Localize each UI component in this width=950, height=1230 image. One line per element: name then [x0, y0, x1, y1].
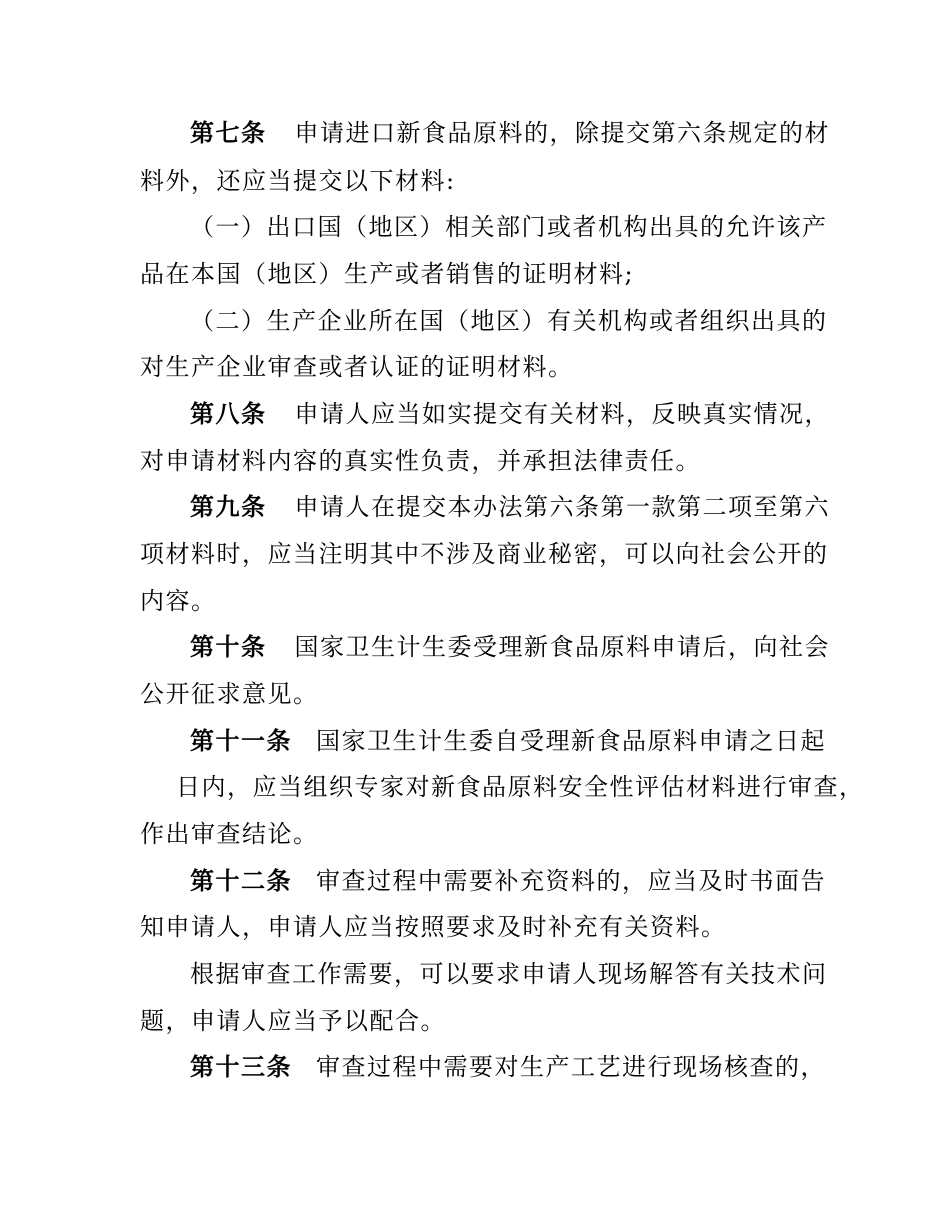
article-9-text-1: 申请人在提交本办法第六条第一款第二项至第六: [294, 493, 830, 521]
article-10-line-1: [190, 632, 830, 662]
article-12-para-2-line-1: 根据审查工作需要，可以要求申请人现场解答有关技术问: [190, 960, 828, 988]
article-13-heading: 第十三条: [190, 1053, 292, 1081]
article-11-heading: 第十一条: [190, 727, 292, 755]
article-7-item-1-line-1: （一）出口国（地区）相关部门或者机构出具的允许该产: [190, 213, 828, 241]
article-8-line-1: [190, 399, 830, 429]
article-11-line-2: 日内，应当组织专家对新食品原料安全性评估材料进行审查，: [176, 773, 865, 801]
article-7-heading: 第七条: [190, 119, 267, 147]
article-9-line-2: 项材料时，应当注明其中不涉及商业秘密，可以向社会公开的: [140, 540, 829, 568]
article-9-line-1: [190, 492, 830, 522]
article-7-line-2: 料外，还应当提交以下材料:: [140, 167, 456, 195]
article-7-item-1-line-2: 品在本国（地区）生产或者销售的证明材料;: [140, 260, 635, 288]
article-10-line-2: 公开征求意见。: [140, 680, 319, 708]
article-11-line-1: [190, 726, 826, 756]
article-12-para-2-line-2: 题，申请人应当予以配合。: [140, 1007, 446, 1035]
article-11-text-1: 国家卫生计生委自受理新食品原料申请之日起: [316, 727, 826, 755]
article-12-heading: 第十二条: [190, 867, 292, 895]
article-13-text-1: 审查过程中需要对生产工艺进行现场核查的，: [316, 1053, 826, 1081]
article-8-line-2: 对申请材料内容的真实性负责，并承担法律责任。: [140, 447, 701, 475]
article-12-line-1: [190, 866, 826, 896]
article-10-text-1: 国家卫生计生委受理新食品原料申请后，向社会: [294, 633, 830, 661]
article-8-text-1: 申请人应当如实提交有关材料，反映真实情况，: [294, 400, 830, 428]
article-8-heading: 第八条: [190, 400, 267, 428]
article-7-item-2-line-1: （二）生产企业所在国（地区）有关机构或者组织出具的: [190, 307, 828, 335]
article-12-text-1: 审查过程中需要补充资料的，应当及时书面告: [316, 867, 826, 895]
article-7-text-1: 申请进口新食品原料的，除提交第六条规定的材: [294, 119, 830, 147]
article-9-heading: 第九条: [190, 493, 267, 521]
article-13-line-1: [190, 1052, 826, 1082]
article-7-line-1: [190, 118, 830, 148]
article-7-item-2-line-2: 对生产企业审查或者认证的证明材料。: [140, 353, 574, 381]
article-12-line-2: 知申请人，申请人应当按照要求及时补充有关资料。: [140, 913, 727, 941]
article-10-heading: 第十条: [190, 633, 267, 661]
article-11-line-3: 作出审查结论。: [140, 820, 319, 848]
article-9-line-3: 内容。: [140, 587, 217, 615]
